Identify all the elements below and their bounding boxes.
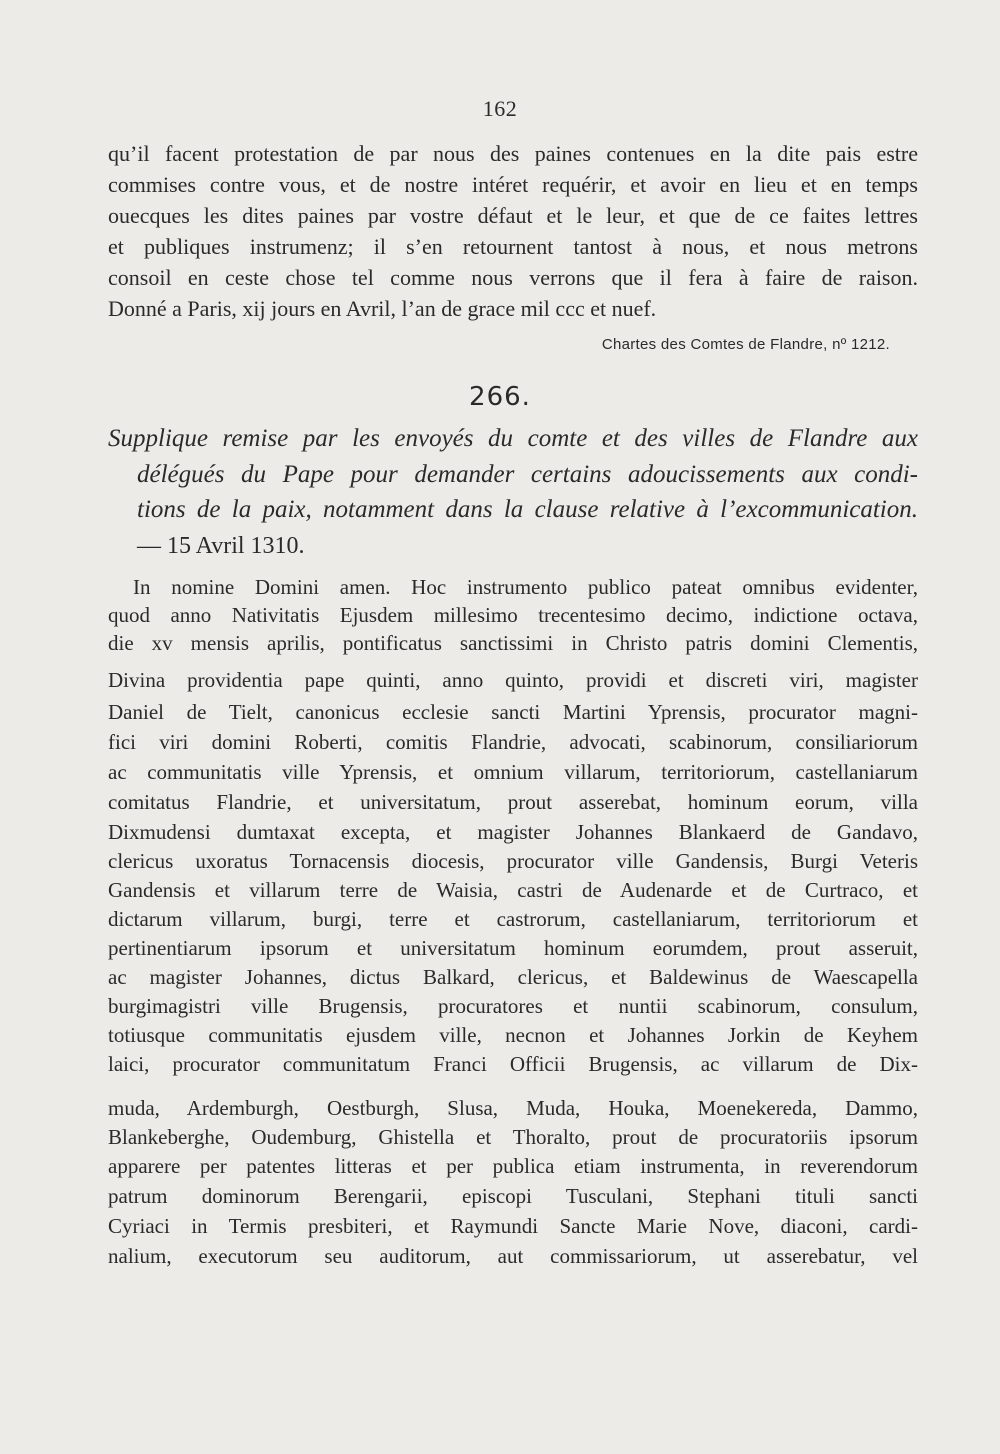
text-line: totiusque communitatis ejusdem ville, necnon et Johannes Jorkin de Keyhem — [108, 1023, 918, 1047]
text-line: dictarum villarum, burgi, terre et castrorum, castellaniarum, territoriorum et — [108, 907, 918, 931]
text-line: pertinentiarum ipsorum et universitatum hominum eorumdem, prout asseruit, — [108, 936, 918, 960]
text-line: Gandensis et villarum terre de Waisia, castri de Audenarde et de Curtraco, et — [108, 878, 918, 902]
text-line: Dixmudensi dumtaxat excepta, et magister Johannes Blankaerd de Gandavo, — [108, 820, 918, 844]
text-line: ac communitatis ville Yprensis, et omnium villarum, territoriorum, castellaniarum — [108, 760, 918, 784]
title-line: Supplique remise par les envoyés du comte et des villes de Flandre aux — [108, 425, 918, 452]
text-line: qu’il facent protestation de par nous des paines contenues en la dite pais estre — [108, 141, 918, 166]
text-line: clericus uxoratus Tornacensis diocesis, procurator ville Gandensis, Burgi Veteris — [108, 849, 918, 873]
text-line: Blankeberghe, Oudemburg, Ghistella et Thoralto, prout de procuratoriis ipsorum — [108, 1125, 918, 1149]
text-line: muda, Ardemburgh, Oestburgh, Slusa, Muda, Houka, Moenekereda, Dammo, — [108, 1096, 918, 1120]
text-line: laici, procurator communitatum Franci Officii Brugensis, ac villarum de Dix- — [108, 1052, 918, 1076]
source-citation: Chartes des Comtes de Flandre, nº 1212. — [601, 336, 890, 353]
text-line: In nomine Domini amen. Hoc instrumento publico pateat omnibus evidenter, — [133, 575, 918, 599]
text-line: quod anno Nativitatis Ejusdem millesimo trecentesimo decimo, indictione octava, — [108, 603, 918, 627]
text-line: et publiques instrumenz; il s’en retournent tantost à nous, et nous metrons — [108, 234, 918, 259]
title-line: tions de la paix, notamment dans la clause relative à l’excommunication. — [137, 496, 918, 523]
title-line: délégués du Pape pour demander certains adoucissements aux condi- — [137, 461, 918, 488]
document-date: — 15 Avril 1310. — [137, 533, 305, 559]
text-line: Donné a Paris, xij jours en Avril, l’an de grace mil ccc et nuef. — [108, 296, 657, 321]
text-line: Daniel de Tielt, canonicus ecclesie sancti Martini Yprensis, procurator magni- — [108, 700, 918, 724]
text-line: die xv mensis aprilis, pontificatus sanctissimi in Christo patris domini Clementis, — [108, 631, 918, 655]
text-line: apparere per patentes litteras et per publica etiam instrumenta, in reverendorum — [108, 1154, 918, 1178]
page-number: 162 — [482, 96, 518, 121]
text-line: Cyriaci in Termis presbiteri, et Raymundi Sancte Marie Nove, diaconi, cardi- — [108, 1214, 918, 1238]
document-number: 266. — [469, 382, 531, 412]
text-line: comitatus Flandrie, et universitatum, prout asserebat, hominum eorum, villa — [108, 790, 918, 814]
text-line: patrum dominorum Berengarii, episcopi Tusculani, Stephani tituli sancti — [108, 1184, 918, 1208]
text-line: Divina providentia pape quinti, anno quinto, providi et discreti viri, magister — [108, 668, 918, 692]
text-line: burgimagistri ville Brugensis, procuratores et nuntii scabinorum, consulum, — [108, 994, 918, 1018]
text-line: nalium, executorum seu auditorum, aut commissariorum, ut asserebatur, vel — [108, 1244, 918, 1268]
text-line: consoil en ceste chose tel comme nous verrons que il fera à faire de raison. — [108, 265, 918, 290]
text-line: commises contre vous, et de nostre intéret requérir, et avoir en lieu et en temps — [108, 172, 918, 197]
text-line: fici viri domini Roberti, comitis Flandrie, advocati, scabinorum, consiliariorum — [108, 730, 918, 754]
text-line: ouecques les dites paines par vostre défaut et le leur, et que de ce faites lettres — [108, 203, 918, 228]
text-line: ac magister Johannes, dictus Balkard, clericus, et Baldewinus de Waescapella — [108, 965, 918, 989]
